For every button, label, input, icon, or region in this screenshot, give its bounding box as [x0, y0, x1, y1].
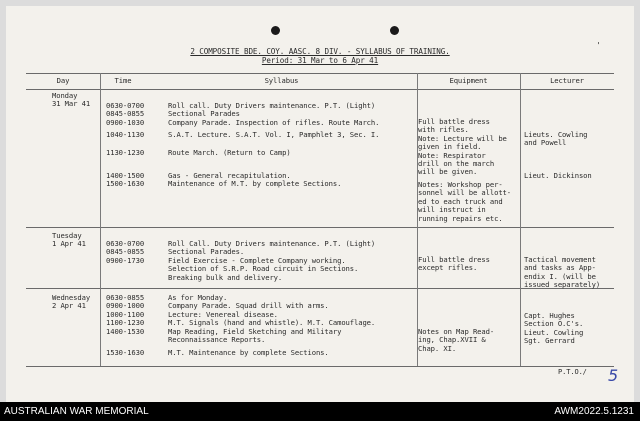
tuesday-equipment: Full battle dress except rifles. [418, 255, 490, 273]
wednesday-syllabus-b: M.T. Maintenance by complete Sections. [168, 348, 329, 357]
table-rule-row [26, 227, 614, 228]
header-syllabus: Syllabus [264, 76, 299, 85]
table-rule-bottom [26, 366, 614, 367]
monday-syllabus-c: Route March. (Return to Camp) [168, 148, 291, 157]
table-rule-top [26, 73, 614, 74]
monday-equipment-a: Full battle dress with rifles. Note: Lecture will be given in field. Note: Respirator drill on the march will be given. [418, 117, 507, 177]
monday-times-a: 0630-0700 0845-0855 0900-1030 [106, 101, 145, 127]
monday-syllabus-a: Roll call. Duty Drivers maintenance. P.T. (Light) Sectional Parades Company Parade. Inspection of rifles. Route March. [168, 101, 380, 127]
archive-footer [0, 402, 640, 421]
header-lecturer: Lecturer [550, 76, 584, 85]
monday-day: Monday 31 Mar 41 [52, 91, 91, 109]
punch-hole [390, 26, 399, 35]
wednesday-equipment: Notes on Map Read- ing, Chap.XVII & Chap. XI. [418, 327, 495, 353]
archive-reference: AWM2022.5.1231 [554, 406, 634, 417]
wednesday-syllabus: As for Monday. Company Parade. Squad drill with arms. Lecture: Venereal disease. M.T. Signals (hand and whistle). M.T. Camouflage. Map Reading, Field Sketching and Military Reconnaissance Reports. [168, 293, 376, 345]
header-time: Time [114, 76, 132, 85]
monday-lecturer-b: Lieuts. Cowling and Powell [524, 130, 588, 148]
wednesday-day: Wednesday 2 Apr 41 [52, 293, 91, 311]
header-equipment: Equipment [449, 76, 488, 85]
monday-times-d: 1400-1500 1500-1630 [106, 171, 145, 189]
corner-mark: ' [596, 41, 601, 50]
table-rule-header [26, 89, 614, 90]
header-day: Day [56, 76, 70, 85]
tuesday-syllabus: Roll Call. Duty Drivers maintenance. P.T. (Light) Sectional Parades. Field Exercise - Complete Company working. Selection of S.R.P. Road circuit in Sections. Breaking bulk and delivery. [168, 239, 376, 282]
document-period: Period: 31 Mar to 6 Apr 41 [261, 56, 379, 65]
wednesday-times: 0630-0855 0900-1000 1000-1100 1100-1230 1400-1530 [106, 293, 145, 336]
tuesday-lecturer: Tactical movement and tasks as App- endix I. (will be issued separately) [524, 255, 601, 290]
handwritten-page-number: 5 [608, 366, 619, 385]
pto-note: P.T.O./ [558, 368, 587, 376]
monday-time-c: 1130-1230 [106, 148, 145, 157]
document-page [6, 6, 634, 402]
column-divider [520, 73, 521, 366]
monday-equipment-d: Notes: Workshop per- sonnel will be allott- ed to each truck and will instruct in running repairs etc. [418, 180, 511, 223]
monday-time-b: 1040-1130 [106, 130, 145, 139]
document-title: 2 COMPOSITE BDE. COY. AASC. 8 DIV. - SYLLABUS OF TRAINING. [190, 47, 450, 56]
wednesday-time-b: 1530-1630 [106, 348, 145, 357]
punch-hole [271, 26, 280, 35]
wednesday-lecturer: Capt. Hughes Section O.C's. Lieut. Cowling Sgt. Gerrard [524, 311, 584, 346]
archive-name: AUSTRALIAN WAR MEMORIAL [4, 406, 149, 417]
monday-lecturer-d: Lieut. Dickinson [524, 171, 592, 180]
tuesday-day: Tuesday 1 Apr 41 [52, 231, 86, 249]
tuesday-times: 0630-0700 0845-0855 0900-1730 [106, 239, 145, 265]
monday-syllabus-b: S.A.T. Lecture. S.A.T. Vol. I, Pamphlet 3, Sec. I. [168, 130, 380, 139]
monday-syllabus-d: Gas - General recapitulation. Maintenance of M.T. by complete Sections. [168, 171, 342, 189]
column-divider [100, 73, 101, 366]
